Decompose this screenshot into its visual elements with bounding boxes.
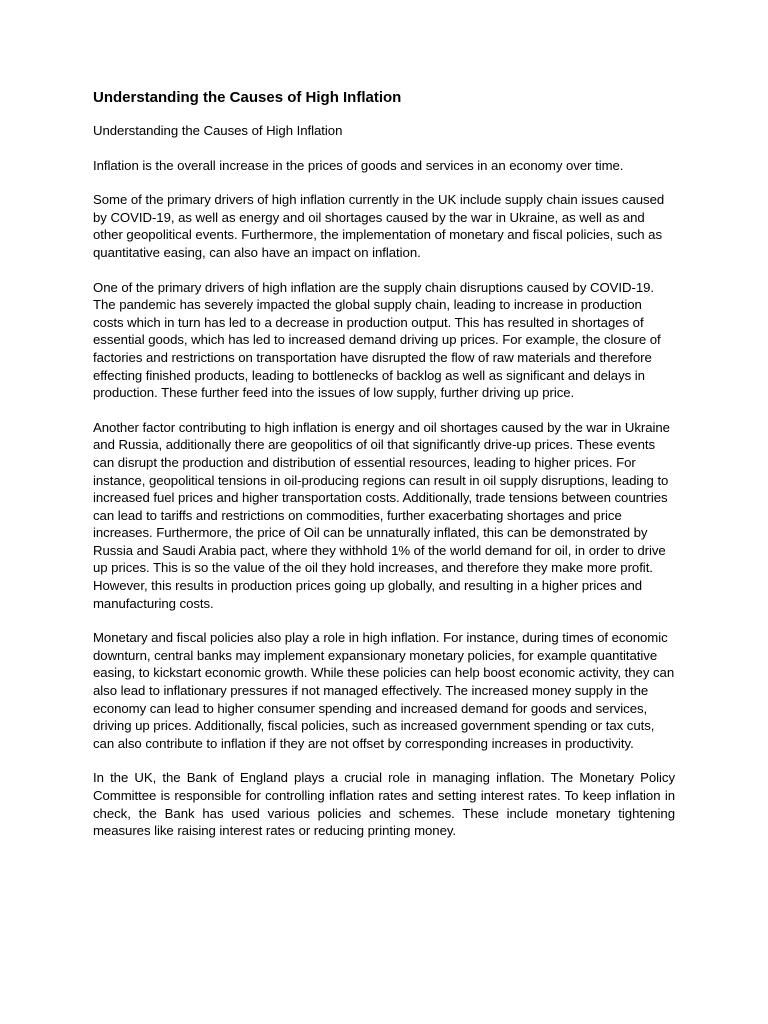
document-title: Understanding the Causes of High Inflation (93, 89, 402, 106)
paragraph-inflation-definition: Inflation is the overall increase in the prices of goods and services in an economy over time. (93, 157, 624, 173)
paragraph-primary-drivers: Some of the primary drivers of high inflation currently in the UK include supply chain issues caused by COVID-19, as well as energy and oil shortages caused by the war in Ukraine, as well as and other geopolitical events. Furthermore, the implementation of monetary and fiscal policies, such as quantitative easing, can also have an impact on inflation. (93, 192, 665, 260)
document-page (93, 88, 675, 857)
paragraph-energy-oil: Another factor contributing to high inflation is energy and oil shortages caused by the war in Ukraine and Russia, additionally there are geopolitics of oil that significantly drive-up prices. These events can disrupt the production and distribution of essential resources, leading to higher prices. For instance, geopolitical tensions in oil-producing regions can result in oil supply disruptions, leading to increased fuel prices and higher transportation costs. Additionally, trade tensions between countries can lead to tariffs and restrictions on commodities, further exacerbating shortages and price increases. Furthermore, the price of Oil can be unnaturally inflated, this can be demonstrated by Russia and Saudi Arabia pact, where they withhold 1% of the world demand for oil, in order to drive up prices. This is so the value of the oil they hold increases, and therefore they make more profit. However, this results in production prices going up globally, and resulting in a higher prices and manufacturing costs. (93, 419, 670, 611)
document-subtitle: Understanding the Causes of High Inflation (93, 123, 343, 138)
paragraph-bank-of-england: In the UK, the Bank of England plays a crucial role in managing inflation. The Monetary Policy Committee is responsible for controlling inflation rates and setting interest rates. To keep inflation in check, the Bank has used various policies and schemes. These include monetary tightening measures like raising interest rates or reducing printing money. (93, 770, 675, 839)
paragraph-monetary-fiscal: Monetary and fiscal policies also play a role in high inflation. For instance, during times of economic downturn, central banks may implement expansionary monetary policies, for example quantitative easing, to kickstart economic growth. While these policies can help boost economic activity, they can also lead to inflationary pressures if not managed effectively. The increased money supply in the economy can lead to higher consumer spending and increased demand for goods and services, driving up prices. Additionally, fiscal policies, such as increased government spending or tax cuts, can also contribute to inflation if they are not offset by corresponding increases in productivity. (93, 630, 675, 751)
paragraph-supply-chain: One of the primary drivers of high inflation are the supply chain disruptions caused by COVID-19. The pandemic has severely impacted the global supply chain, leading to increase in production costs which in turn has led to a decrease in production output. This has resulted in shortages of essential goods, which has led to increased demand driving up prices. For example, the closure of factories and restrictions on transportation have disrupted the flow of raw materials and therefore effecting finished products, leading to bottlenecks of backlog as well as significant and delays in production. These further feed into the issues of low supply, further driving up price. (93, 279, 661, 401)
